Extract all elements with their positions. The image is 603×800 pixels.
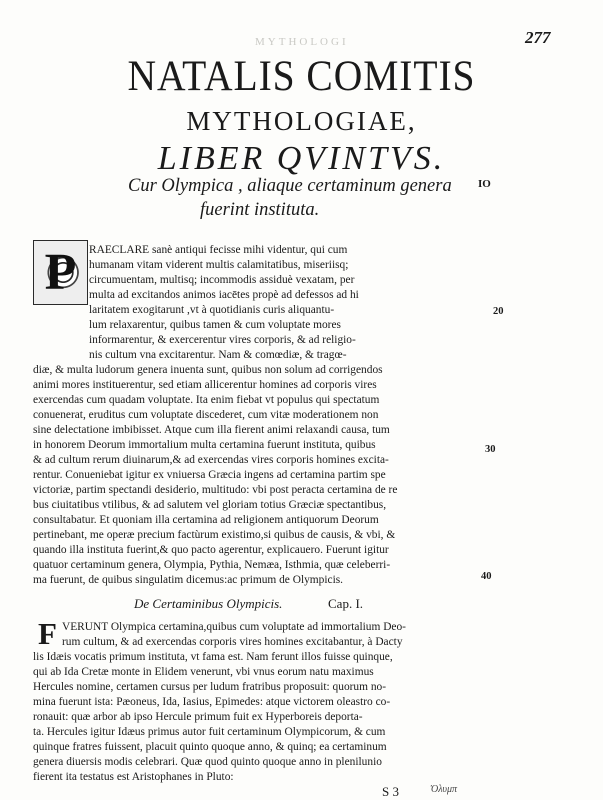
paragraph-1-line: in honorem Deorum immortalium multa certamina fuerunt instituta, quibus <box>33 439 376 451</box>
paragraph-1-line: sine delectatione imbibisset. Atque cum illa fierent animi relaxandi causa, tum <box>33 424 390 436</box>
paragraph-1-line: circumuentam, multisq; incommodis assiduè vexatam, per <box>89 274 355 286</box>
paragraph-2-line: ronauit: quæ arbor ab ipso Hercule primum fuit ex Hyperboreis deporta- <box>33 711 363 723</box>
paragraph-2-line: VERUNT Olympica certamina,quibus cum voluptate ad immortalium Deo- <box>62 621 406 633</box>
paragraph-1-line: ma fuerunt, de quibus singulatim dicemus:ac primum de Olympicis. <box>33 574 344 586</box>
paragraph-2-line: lis Idæis vocatis primum instituta, vt fama est. Nam ferunt illos fuisse quinque, <box>33 651 393 663</box>
title-book: LIBER QVINTVS. <box>157 140 446 177</box>
title-author: NATALIS COMITIS <box>127 53 476 100</box>
paragraph-2-line: genera diuersis modis celebrari. Quæ quod quinto quoque anno in plenilunio <box>33 756 382 768</box>
paragraph-2-line: mina fuerunt ista: Pæoneus, Ida, Iasius, Epimedes: atque victorem oleastro co- <box>33 696 391 708</box>
paragraph-2-initial: F <box>38 616 57 651</box>
signature-mark: S 3 <box>382 784 399 799</box>
paragraph-1-line: humanam vitam viderent multis calamitatibus, miseriisq; <box>89 259 349 271</box>
chapter-cap: Cap. I. <box>328 596 364 611</box>
drop-cap-letter: P <box>44 244 77 301</box>
margin-number-20: 20 <box>493 306 504 317</box>
paragraph-1-line: & ad cultum rerum diuinarum,& ad exercendas vires corporis homines excita- <box>33 454 389 466</box>
paragraph-1-line: lum relaxarentur, quibus tamen & cum voluptate mores <box>89 319 341 331</box>
paragraph-1-line: diæ, & multa ludorum genera inuenta sunt, quibus non solum ad corrigendos <box>33 364 383 376</box>
paragraph-2-line: quinque fratres fuissent, placuit quinto quoque anno, & quinq; ea certaminum <box>33 741 387 753</box>
subtitle-line-2: fuerint instituta. <box>200 200 320 220</box>
bleed-through-text: MYTHOLOGI <box>255 36 349 48</box>
paragraph-1-line: victoriæ, partim spectandi desiderio, multitudo: vbi post peracta certamina de re <box>33 484 398 496</box>
paragraph-2-line: Hercules nomine, certamen cursus per ludum fratribus proposuit: quorum no- <box>33 681 387 693</box>
paragraph-1-line: pertinebant, me operæ precium factùrum existimo,si quibus de causis, & vbi, & <box>33 529 396 541</box>
paragraph-2-line: rum cultum, & ad exercendas corporis vires homines excitabantur, à Dacty <box>62 636 403 648</box>
title-work: MYTHOLOGIAE, <box>186 106 417 136</box>
subtitle-line-1: Cur Olympica , aliaque certaminum genera <box>128 176 452 196</box>
page-number: 277 <box>525 28 551 47</box>
chapter-heading: De Certaminibus Olympicis. <box>134 596 283 611</box>
paragraph-2-line: fierent ita testatus est Aristophanes in Pluto: <box>33 771 234 783</box>
manuscript-note: Ὀλυμπ <box>430 784 457 795</box>
margin-number-40: 40 <box>481 571 492 582</box>
paragraph-1-line: quatuor certaminum genera, Olympia, Pythia, Nemæa, Isthmia, quæ celeberri- <box>33 559 391 571</box>
paragraph-1-line: consultabatur. Et quoniam illa certamina ad religionem antiquorum Deorum <box>33 514 379 526</box>
decorated-initial <box>33 240 88 305</box>
margin-number-10: IO <box>478 178 491 190</box>
paragraph-1-line: rentur. Conueniebat igitur ex vniuersa Græcia ingens ad certamina partim spe <box>33 469 386 481</box>
paragraph-1-line: animi mores instituerentur, sed etiam allicerentur homines ad corporis vires <box>33 379 377 391</box>
paragraph-2-line: qui ab Ida Cretæ monte in Elidem venerunt, vbi vnus eorum natu maximus <box>33 666 374 678</box>
paragraph-1-line: nis cultum vna excitarentur. Nam & comœdiæ, & tragœ- <box>89 349 347 361</box>
paragraph-1-line: multa ad excitandos animos iacētes propè ad defessos ad hi <box>89 289 359 301</box>
paragraph-1-line: bus ciuitatibus vtilibus, & ad salutem vel gloriam totius Græciæ spectantibus, <box>33 499 387 511</box>
paragraph-1-line: conuenerat, eruditus cum voluptate discederet, cum vitæ moderationem non <box>33 409 379 421</box>
paragraph-1-line: RAECLARE sanè antiqui fecisse mihi videntur, qui cum <box>89 244 348 256</box>
margin-number-30: 30 <box>485 444 496 455</box>
paragraph-1-line: quando illa instituta fuerint,& quo pacto agerentur, explicauero. Fuerunt igitur <box>33 544 389 556</box>
paragraph-1-line: exercendas cum quadam voluptate. Ita enim fiebat vt populus qui spectatum <box>33 394 380 406</box>
paragraph-1-line: laritatem exogitarunt ,vt à quotidianis curis aliquantu- <box>89 304 335 316</box>
paragraph-1-line: informarentur, & exercerentur vires corporis, & ad religio- <box>89 334 356 346</box>
paragraph-2-line: ta. Hercules igitur Idæus primus autor fuit certaminum Olympicorum, & cum <box>33 726 386 738</box>
